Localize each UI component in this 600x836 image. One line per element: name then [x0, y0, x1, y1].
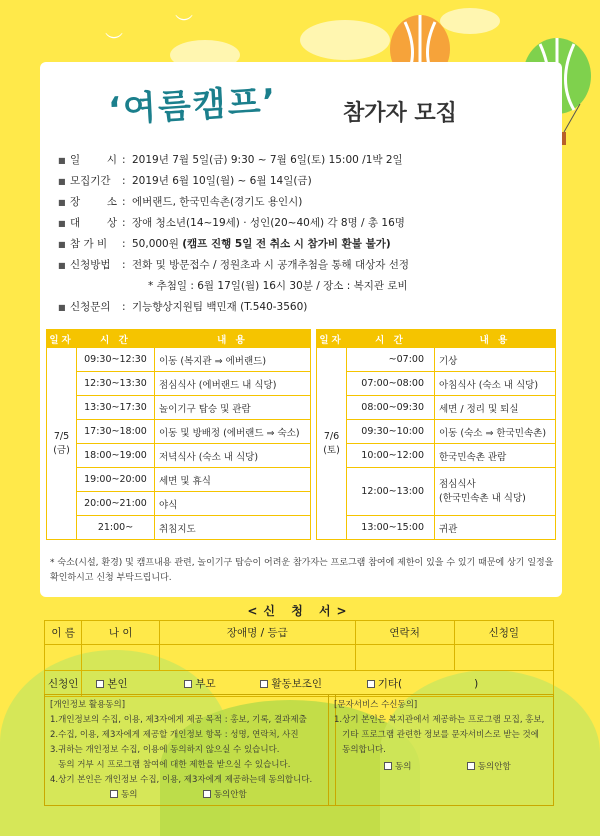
- sms-agree[interactable]: 동의: [384, 762, 411, 772]
- schedule-table: [46, 329, 556, 540]
- applicant-label: 신청인: [45, 671, 82, 697]
- application-title: <신 청 서>: [247, 604, 353, 618]
- checkbox-icon[interactable]: [184, 680, 192, 688]
- info-value: 전화 및 방문접수 / 정원초과 시 공개추첨을 통해 대상자 선정: [132, 259, 410, 271]
- option-assistant[interactable]: 활동보조인: [260, 678, 322, 690]
- option-self[interactable]: 본인: [96, 678, 127, 690]
- cloud: [300, 20, 390, 60]
- schedule-note: * 숙소(시설, 환경) 및 캠프내용 관련, 놀이기구 탑승이 어려운 참가자는 프로그램 참여에 제한이 있을 수 있기 때문에 상기 일정을 확인하시고 신청 부탁드립니다.: [50, 558, 554, 583]
- age-field[interactable]: [82, 645, 160, 671]
- page-subtitle: 참가자 모집: [343, 101, 457, 126]
- day1-label: 7/5 (금): [47, 348, 77, 540]
- applicant-options: [82, 671, 554, 697]
- day2-label: 7/6 (토): [317, 348, 347, 540]
- table-row: 17:30~18:00 이동 및 방배정 (에버랜드 ⇒ 숙소) 09:30~10:00 이동 (숙소 ⇒ 한국민속촌): [47, 420, 556, 444]
- info-value: 50,000원 (캠프 진행 5일 전 취소 시 참가비 환불 불가): [132, 238, 391, 250]
- sms-consent-box: [문자서비스 수신동의] 1.상기 본인은 복지관에서 제공하는 프로그램 모집, 홍보, 기타 프로그램 관련한 정보를 문자서비스로 받는 것에 동의합니다. 동의 동의안함: [328, 694, 554, 806]
- bullet-icon: ■: [58, 240, 66, 249]
- info-row: ■ 대 상 : 장애 청소년(14~19세) · 성인(20~40세) 각 8명 / 총 16명: [58, 213, 538, 234]
- table-row: 20:00~21:00 야식: [47, 492, 556, 516]
- privacy-agree[interactable]: 동의: [110, 790, 137, 800]
- info-label: 장 소: [70, 196, 117, 208]
- bullet-icon: ■: [58, 303, 66, 312]
- bird-icon: ︶: [105, 32, 123, 53]
- option-parent[interactable]: 부모: [184, 678, 215, 690]
- bullet-icon: ■: [58, 219, 66, 228]
- application-form: [44, 620, 554, 697]
- info-label: 모집기간: [70, 175, 111, 187]
- info-label: 참 가 비: [70, 238, 108, 250]
- contact-field[interactable]: [355, 645, 454, 671]
- header-content: 내 용: [155, 330, 311, 348]
- info-value: 에버랜드, 한국민속촌(경기도 용인시): [132, 196, 303, 208]
- table-row: 18:00~19:00 저녁식사 (숙소 내 식당) 10:00~12:00 한국민속촌 관람: [47, 444, 556, 468]
- bullet-icon: ■: [58, 198, 66, 207]
- table-row: 21:00~ 취침지도 13:00~15:00 귀관: [47, 516, 556, 540]
- info-value: 기능향상지원팀 백민재 (T.540-3560): [132, 301, 308, 313]
- date-field[interactable]: [454, 645, 553, 671]
- option-other[interactable]: 기타( ): [367, 678, 479, 690]
- lottery-note: * 추첨일 : 6월 17일(월) 16시 30분 / 장소 : 복지관 로비: [148, 280, 408, 292]
- info-value: 2019년 6월 10일(월) ~ 6월 14일(금): [132, 175, 312, 187]
- checkbox-icon[interactable]: [110, 790, 118, 798]
- info-row: ■ 신청문의 : 기능향상지원팀 백민재 (T.540-3560): [58, 297, 538, 318]
- checkbox-icon[interactable]: [96, 680, 104, 688]
- table-row: 12:30~13:30 점심식사 (에버랜드 내 식당) 07:00~08:00 아침식사 (숙소 내 식당): [47, 372, 556, 396]
- checkbox-icon[interactable]: [467, 762, 475, 770]
- header-time: 시 간: [77, 330, 155, 348]
- checkbox-icon[interactable]: [260, 680, 268, 688]
- bird-icon: ︶: [175, 14, 193, 35]
- bullet-icon: ■: [58, 177, 66, 186]
- checkbox-icon[interactable]: [384, 762, 392, 770]
- info-row: ■ 장 소 : 에버랜드, 한국민속촌(경기도 용인시): [58, 192, 538, 213]
- table-row: 19:00~20:00 세면 및 휴식 12:00~13:00 점심식사 (한국민속촌 내 식당): [47, 468, 556, 492]
- refund-warning: (캠프 진행 5일 전 취소 시 참가비 환불 불가): [182, 238, 391, 250]
- info-label: 신청문의: [70, 301, 111, 313]
- privacy-consent-box: [개인정보 활용동의] 1.개인정보의 수집, 이용, 제3자에게 제공 목적 : 홍보, 기록, 결과제출 2.수집, 이용, 제3자에게 제공할 개인정보 항목 : 성명, 연락처, 사진 3.귀하는 개인정보 수집, 이용에 동의하지 않으실 수 있습니다. 동의 거부 시 프로그램 참여에 대한 제한을 받으실 수 있습니다. 4.상기 본인은 개인정보 수집, 이용, 제3자에게 제공하는데 동의합니다. 동의 동의안함: [44, 694, 336, 806]
- info-label: 신청방법: [70, 259, 111, 271]
- disability-field[interactable]: [160, 645, 355, 671]
- form-input-row: [45, 645, 554, 671]
- header-content: 내 용: [435, 330, 556, 348]
- form-header-row: 이 름 나 이 장애명 / 등급 연락처 신청일: [45, 621, 554, 645]
- checkbox-icon[interactable]: [203, 790, 211, 798]
- info-row: ■ 신청방법 : 전화 및 방문접수 / 정원초과 시 공개추첨을 통해 대상자 선정: [58, 255, 538, 276]
- bullet-icon: ■: [58, 156, 66, 165]
- applicant-row: [45, 671, 554, 697]
- info-value: 장애 청소년(14~19세) · 성인(20~40세) 각 8명 / 총 16명: [132, 217, 405, 229]
- info-list: [58, 150, 538, 318]
- table-row: 13:30~17:30 놀이기구 탑승 및 관람 08:00~09:30 세면 / 정리 및 퇴실: [47, 396, 556, 420]
- info-value: 2019년 7월 5일(금) 9:30 ~ 7월 6일(토) 15:00 /1박 2일: [132, 154, 403, 166]
- bullet-icon: ■: [58, 261, 66, 270]
- header-day: 일자: [317, 330, 347, 348]
- table-row: 7/5 (금) 09:30~12:30 이동 (복지관 ⇒ 에버랜드) 7/6 (토) ~07:00 기상: [47, 348, 556, 372]
- header-time: 시 간: [347, 330, 435, 348]
- header-day: 일자: [47, 330, 77, 348]
- info-label: 일 시: [70, 154, 117, 166]
- info-row: ■ 모집기간 : 2019년 6월 10일(월) ~ 6월 14일(금): [58, 171, 538, 192]
- privacy-disagree[interactable]: 동의안함: [203, 790, 247, 800]
- title-block: [58, 78, 518, 148]
- info-row: ■ 참 가 비 : 50,000원 (캠프 진행 5일 전 취소 시 참가비 환불 불가): [58, 234, 538, 255]
- info-label: 대 상: [70, 217, 117, 229]
- page-title: ‘여름캠프’: [107, 81, 279, 131]
- checkbox-icon[interactable]: [367, 680, 375, 688]
- name-field[interactable]: [45, 645, 82, 671]
- sms-disagree[interactable]: 동의안함: [467, 762, 511, 772]
- info-row: ■ 일 시 : 2019년 7월 5일(금) 9:30 ~ 7월 6일(토) 15:00 /1박 2일: [58, 150, 538, 171]
